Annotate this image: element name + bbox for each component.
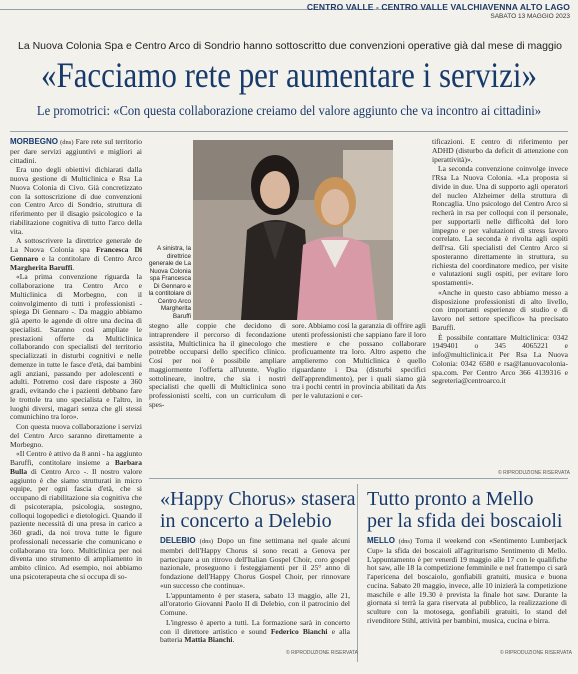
paragraph: L'ingresso è aperto a tutti. La formazione sarà in concerto con il direttore artistico e sound Federico Bianchi e alla batteria Mattia Bianchi. [160,617,350,645]
article-headline: «Facciamo rete per aumentare i servizi» [40,55,537,95]
article-column-4 [432,138,568,468]
paragraph: Con questa nuova collaborazione i servizi del Centro Arco saranno direttamente a Morbegno. [10,422,142,449]
article-kicker: La Nuova Colonia Spa e Centro Arco di Sondrio hanno sottoscritto due convenzioni operative già dal mese di maggio [17,40,562,52]
dateline: MORBEGNO [10,138,58,146]
paragraph: A sottoscrivere la direttrice generale de La Nuova Colonia spa Francesca Di Gennaro e la contitolare di Centro Arco Margherita Baruffi. [10,236,142,272]
paragraph: «Il Centro è attivo da 8 anni - ha aggiunto Baruffi, contitolare insieme a Barbara Bulla di Centro Arco -. Il nostro valore aggiunto è che siamo strutturati in micro equipe, per ogni fascia d'età, che si occupano di riabilitazione sia cognitiva che di psicoterapia, psicologia, sostegno, colloqui logopedici e dietologici. Quando il paziente necessità di una presa in carico a 360 gradi, da noi trova tutte le figure professionali necessarie che comunicano e collaborano tra loro. Multiclinica per noi diventa uno strumento di ampliamento in ambito clinico. Ad esempio, noi abbiamo una psicoterapeuta che si occupa di so- [10,449,142,581]
paragraph: «La prima convenzione riguarda la collaborazione tra Centro Arco e Multiclinica di Morbegno, con il coinvolgimento di tutti i professionisti - spiega Di Gennaro -. Da maggio abbiamo già aperto le agende di oltre una decina di specialisti. Saranno così ampliate le prestazioni offerte da Multiclinica collaborando con specialisti del territorio specializzati in disturbi cognitivi e nelle demenze in tutte le fasce d'età, dai bambini agli anziani, passando per adolescenti e adulti. Potremo così dare risposte a 360 gradi, evitando che i pazienti debbano fare le trottole tra uno specialista e l'altro, in luoghi diversi, magari senza che gli stessi comunichino tra loro». [10,272,142,422]
article-column-3: sore. Abbiamo così la garanzia di offrire agli utenti professionisti che sappiano fare il loro mestiere e che possano collaborare proficuamente tra loro. Altro aspetto che amplieremo con Multiclinica è quello riguardante i Dsa (disturbi specifici dell'apprendimento), per i quali siamo già tra i pochi centri in provincia abilitati da Ats per le valutazioni e cer- [292,322,426,400]
photo-caption: A sinistra, la direttrice generale de La Nuova Colonia spa Francesca Di Gennaro e la contitolare di Centro Arco Margherita Baruffi [148,245,191,320]
divider [357,484,358,662]
issue-date: SABATO 13 MAGGIO 2023 [490,13,570,20]
paragraph: DELEBIO (dns) Dopo un fine settimana nel quale alcuni membri dell'Happy Chorus si sono recati a Genova per partecipare a un ritrovo dell'Italian Gospel Choir, coro gospel nazionale, proseguono i festeggiamenti per il 25° anno di fondazione dell'Happy Chorus Gospel Choir, per rinnovare «un successo che continua». [160,537,350,590]
divider [10,131,568,132]
paragraph: L'appuntamento è per stasera, sabato 13 maggio, alle 21, all'oratorio Giovanni Paolo II di Delebio, con il patrocinio del Comune. [160,590,350,617]
paragraph: MELLO (dns) Torna il weekend con «Sentimento Lumberjack Cup» la sfida dei boscaioli all'agriturismo Sentimento di Mello. L'appuntamento è per venerdì 19 maggio alle 17 con le qualifiche hot saw, alle 18 la competizione femminile e nel frattempo ci sarà l'apericena del boscaiolo, gonfiabili gratuiti, musica e buona cucina. Sabato 20 maggio, invece, alle 10 inizierà la competizione maschile e alle 19.30 è prevista la finale hot saw. Durante la giornata si terrà la gara riservata al pubblico, la realizzazione di sculture con la motosega, gonfiabili gratuiti, lo stand del rivenditore Stihl, attività per bambini, musica, cucina e birra. [367,537,567,625]
paragraph: tificazioni. E centro di riferimento per ADHD (disturbo da deficit di attenzione con iperattività)». [432,138,568,164]
paragraph: «Anche in questo caso abbiamo messo a disposizione professionisti di alto livello, con importanti esperienze di studio e di lavoro nel settore specifico» ha precisato Baruffi. [432,287,568,332]
mello-article-body [367,537,567,649]
copyright-notice: © RIPRODUZIONE RISERVATA [500,650,572,656]
dateline: MELLO [367,537,395,545]
section-title: CENTRO VALLE - CENTRO VALLE VALCHIAVENNA ALTO LAGO [306,2,570,12]
paragraph: Era uno degli obiettivi dichiarati dalla nuova gestione di Multiclinica e Rsa La Nuova Colonia di Civo. Già concretizzato con la sottoscrizione di due convenzioni con Centro Arco di Sondrio, struttura di riferimento per il disagio psicologico e la riabilitazione cognitiva di tutto l'arco della vita. [10,165,142,236]
page-header [0,0,578,22]
copyright-notice: © RIPRODUZIONE RISERVATA [498,470,570,476]
copyright-notice: © RIPRODUZIONE RISERVATA [286,650,358,656]
article-column-1 [10,138,142,638]
paragraph: La seconda convenzione coinvolge invece l'Rsa La Nuova Colonia. «La proposta si divide in due. Una di supporto agli operatori del nucleo Alzheimer della struttura di Roncaglia. Uno psicologo del Centro Arco si recherà in rsa per colloqui con il personale, per supportarli nelle difficoltà del loro impegno e per valutazioni di stress lavoro correlato. La seconda è rivolta agli ospiti dell'rsa. Gli specialisti del Centro Arco si sposteranno direttamente in struttura, su richiesta del coordinatore medico, per visite e valutazioni sugli ospiti, per evitare loro spostamenti». [432,164,568,287]
divider [149,478,568,479]
dateline: DELEBIO [160,537,196,545]
agency: (dns) [60,139,74,146]
happy-title-line-2: in concerto a Delebio [160,510,332,532]
agency: (dns) [199,538,214,545]
photo-illustration [193,140,393,320]
happy-title-line-1: «Happy Chorus» stasera [160,488,356,510]
article-subhead: Le promotrici: «Con questa collaborazione creiamo del valore aggiunto che va incontro ai cittadini» [36,104,542,119]
agency: (dns) [398,538,413,545]
happy-article-body [160,537,350,649]
article-column-2: stegno alle coppie che decidono di intraprendere il percorso di fecondazione assistita, Multiclinica ha il ginecologo che potrebbe occuparsi dello specifico clinico. Così per noi è possibile ampliare maggiormente l'offerta all'utente. Voglio sottolineare, inoltre, che sia i nostri specialisti che quelli di Multiclinica sono professionisti scelti, con un curriculum di spes- [149,322,286,409]
paragraph: MORBEGNO (dns) Fare rete sul territorio per dare servizi aggiuntivi e migliori ai cittadini. [10,138,142,165]
article-photo [193,140,393,320]
paragraph: È possibile contattare Multiclinica: 0342 1949401 o 345 4065221 e info@multiclinica.it Per Rsa La Nuova Colonia: 0342 6580 e rsa@lanuovacolonia-spa.com. Per Centro Arco 366 4139316 e segreteria@centroarco.it [432,332,568,386]
mello-title-line-1: Tutto pronto a Mello [367,488,534,510]
mello-title-line-2: per la sfida dei boscaioli [367,510,563,532]
